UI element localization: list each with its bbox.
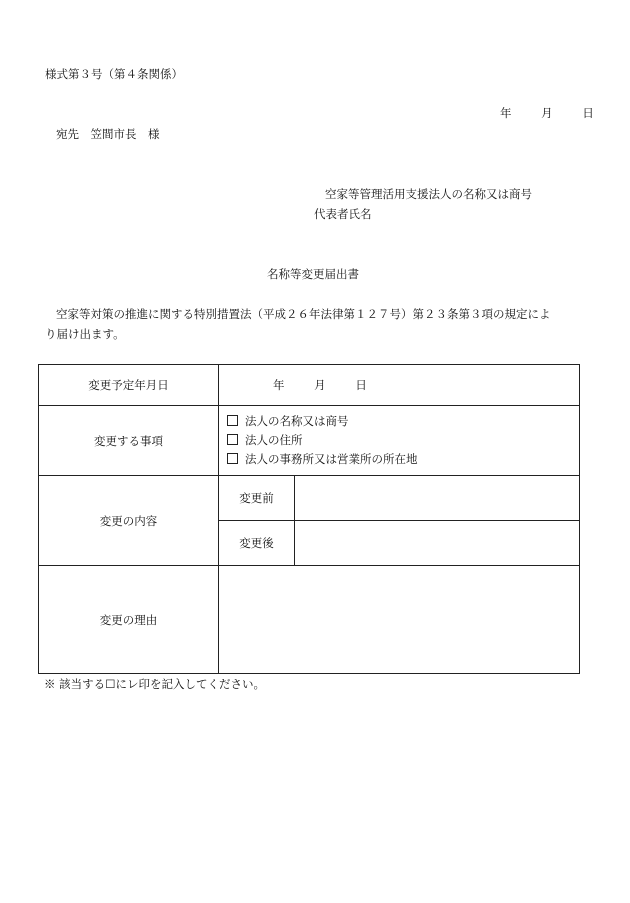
footnote: ※ 該当する☐にレ印を記入してください。 — [44, 677, 265, 691]
submission-date — [500, 107, 594, 121]
change-date-month: 月 — [314, 378, 326, 392]
corp-name-label: 空家等管理活用支援法人の名称又は商号 — [325, 187, 532, 201]
date-day-label: 日 — [582, 106, 594, 120]
document-title: 名称等変更届出書 — [267, 267, 359, 281]
change-form-table — [38, 364, 580, 674]
checkbox-address[interactable] — [227, 434, 238, 445]
after-label: 変更後 — [219, 521, 295, 566]
change-date-label: 変更予定年月日 — [39, 365, 219, 406]
checkbox-office[interactable] — [227, 453, 238, 464]
change-date-field[interactable] — [219, 365, 580, 406]
change-date-day: 日 — [355, 378, 367, 392]
change-content-label: 変更の内容 — [39, 476, 219, 566]
addressee: 宛先 笠間市長 様 — [56, 127, 160, 141]
change-items-label: 変更する事項 — [39, 406, 219, 476]
change-item-name[interactable] — [219, 412, 579, 431]
change-item-office-text: 法人の事務所又は営業所の所在地 — [245, 452, 418, 466]
change-items-cell — [219, 406, 580, 476]
change-item-office[interactable] — [219, 450, 579, 469]
after-field[interactable] — [295, 521, 580, 566]
body-text-line-1: 空家等対策の推進に関する特別措置法（平成２６年法律第１２７号）第２３条第３項の規定によ — [56, 307, 551, 321]
checkbox-name[interactable] — [227, 415, 238, 426]
form-number: 様式第３号（第４条関係） — [45, 67, 183, 81]
change-date-year: 年 — [273, 378, 285, 392]
change-reason-field[interactable] — [219, 566, 580, 674]
date-month-label: 月 — [541, 106, 553, 120]
representative-name-label: 代表者氏名 — [314, 207, 372, 221]
date-year-label: 年 — [500, 106, 512, 120]
before-field[interactable] — [295, 476, 580, 521]
change-item-address[interactable] — [219, 431, 579, 450]
change-reason-label: 変更の理由 — [39, 566, 219, 674]
before-label: 変更前 — [219, 476, 295, 521]
change-item-name-text: 法人の名称又は商号 — [245, 414, 349, 428]
body-text-line-2: り届け出ます。 — [45, 327, 125, 341]
change-item-address-text: 法人の住所 — [245, 433, 303, 447]
